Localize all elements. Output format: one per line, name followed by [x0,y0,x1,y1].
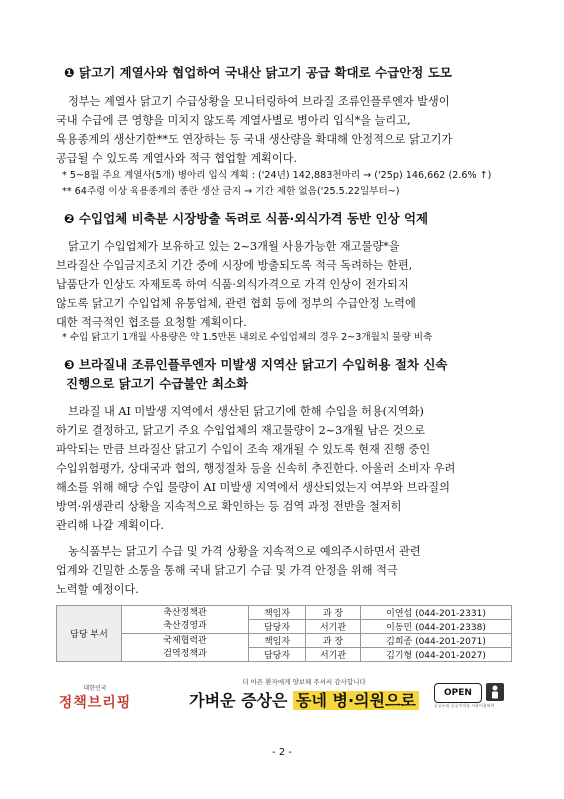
body-line: 하기로 결정하고, 닭고기 주요 수입업체의 재고물량이 2~3개월 남은 것으로 [56,424,426,437]
section-3-title [64,355,504,393]
policy-briefing-logo[interactable] [56,683,134,712]
body-line: 해소를 위해 해당 수입 물량이 AI 미발생 지역에서 생산되었는지 여부와 브라질의 [56,481,450,494]
dept-cell [122,634,249,662]
section-2-body [56,237,511,332]
dept-label: 담당 부서 [57,606,122,662]
body-line: 농식품부는 닭고기 수급 및 가격 상황을 지속적으로 예의주시하면서 관련 [68,545,421,558]
footer-banner [56,677,512,713]
rank-cell: 과 장 [306,606,361,620]
dept-name: 검역정책과 [163,648,207,659]
open-license-mark [434,683,514,709]
person-cell: 김희종 (044-201-2071) [361,634,512,648]
body-line: 육용종계의 생산기한**도 연장하는 등 국내 생산량을 확대해 안정적으로 닭고기가 [56,133,453,146]
campaign-subtext: 더 아픈 환자에게 양보해 주셔서 감사합니다 [242,678,366,686]
dept-name: 축산경영과 [163,620,207,631]
person-cell: 이연섭 (044-201-2331) [361,606,512,620]
body-line: 공급될 수 있도록 계열사와 적극 협업할 계획이다. [56,152,298,165]
section-3-body [56,402,511,535]
campaign-banner [174,677,434,713]
footnote: * 수입 닭고기 1개월 사용량은 약 1.5만톤 내외로 수입업체의 경우 2~3개월치 물량 비축 [62,332,433,343]
body-line: 노력할 예정이다. [56,583,139,596]
table-row [57,606,512,620]
section-2-title: ❷ 수입업체 비축분 시장방출 독려로 식품·외식가격 동반 인상 억제 [64,211,429,226]
body-line: 않도록 닭고기 수입업체 유통업체, 관련 협회 등에 정부의 수급안정 노력에 [56,297,416,310]
open-caption: 공공누리 공공저작물 자유이용허락 [434,703,495,708]
section-1-title: ❶ 닭고기 계열사와 협업하여 국내산 닭고기 공급 확대로 수급안정 도모 [64,65,452,80]
logo-small-text: 대한민국 [83,685,107,692]
body-line: 수입위험평가, 상대국과 협의, 행정절차 등을 신속히 추진한다. 아울러 소비자 우려 [56,462,456,475]
body-line: 관리해 나갈 계획이다. [56,519,164,532]
role-cell: 담당자 [249,620,306,634]
body-line: 방역·위생관리 상황을 지속적으로 확인하는 등 검역 과정 전반을 철저히 [56,500,402,513]
logo-big-text: 정책브리핑 [58,695,132,711]
table-row [57,634,512,648]
person-cell: 이동민 (044-201-2338) [361,620,512,634]
rank-cell: 서기관 [306,648,361,662]
section-3-title-line: 진행으로 닭고기 수급불안 최소화 [66,376,249,391]
body-line: 대한 적극적인 협조를 요청할 계획이다. [56,316,247,329]
dept-cell [122,606,249,634]
page-number: - 2 - [272,747,292,758]
body-line: 납품단가 인상도 자제토록 하여 식품·외식가격으로 가격 인상이 전가되지 [56,278,409,291]
closing-paragraph [56,542,511,599]
body-line: 국내 수급에 큰 영향을 미치지 않도록 계열사별로 병아리 입식*을 늘리고, [56,114,411,127]
open-badge: OPEN [434,683,482,703]
section-2-notes [62,330,517,346]
campaign-headline [174,688,434,711]
section-1-body [56,92,511,168]
role-cell: 책임자 [249,634,306,648]
contact-table [56,605,512,662]
license-person-icon [486,683,504,701]
rank-cell: 서기관 [306,620,361,634]
dept-name: 축산정책관 [163,607,207,618]
campaign-prefix: 가벼운 증상은 [189,691,294,710]
body-line: 정부는 계열사 닭고기 수급상황을 모니터링하여 브라질 조류인플루엔자 발생이 [68,95,450,108]
body-line: 브라질산 수입금지조치 기간 중에 시장에 방출되도록 적극 독려하는 한편, [56,259,413,272]
body-line: 파악되는 만큼 브라질산 닭고기 수입이 조속 재개될 수 있도록 현재 진행 중인 [56,443,431,456]
body-line: 닭고기 수입업체가 보유하고 있는 2~3개월 사용가능한 재고물량*을 [68,240,400,253]
role-cell: 책임자 [249,606,306,620]
person-cell: 김기형 (044-201-2027) [361,648,512,662]
footnote: * 5~8월 주요 계열사(5개) 병아리 입식 계획 : ('24년) 142,883천마리 → ('25p) 146,662 (2.6% ↑) [62,170,492,181]
role-cell: 담당자 [249,648,306,662]
body-line: 업계와 긴밀한 소통을 통해 국내 닭고기 수급 및 가격 안정을 위해 적극 [56,564,398,577]
rank-cell: 과 장 [306,634,361,648]
section-3-title-line: ❸ 브라질내 조류인플루엔자 미발생 지역산 닭고기 수입허용 절차 신속 [64,357,448,372]
body-line: 브라질 내 AI 미발생 지역에서 생산된 닭고기에 한해 수입을 허용(지역화) [68,405,424,418]
footnote: ** 64주령 이상 육용종계의 종란 생산 금지 → 기간 제한 없음('25.5.22일부터~) [62,186,400,197]
campaign-highlight: 동네 병·의원으로 [293,691,419,710]
dept-name: 국제협력관 [163,635,207,646]
section-1-notes [62,168,517,200]
